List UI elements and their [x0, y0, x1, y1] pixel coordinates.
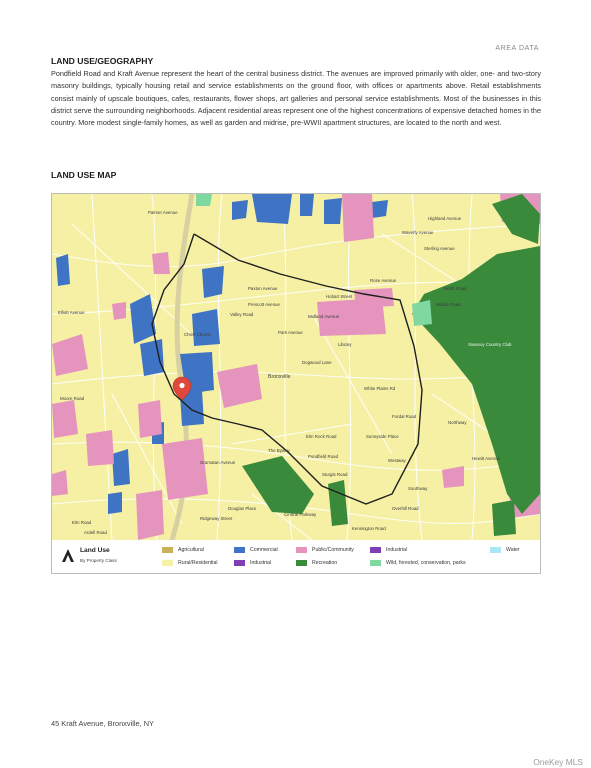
land-use-map-frame — [51, 193, 541, 574]
map-label-sterling-avenue: Sterling Avenue — [424, 246, 455, 251]
map-label-christ-church: Christ Church — [184, 332, 211, 337]
map-legend — [52, 540, 540, 573]
map-label-sunnyside-place: Sunnyside Place — [366, 434, 399, 439]
map-label-ardell-road: Ardell Road — [84, 530, 107, 535]
map-label-middle-road: Middle Road — [436, 302, 461, 307]
map-label-highland-avenue: Highland Avenue — [428, 216, 462, 221]
map-label-northway: Northway — [448, 420, 467, 425]
land-use-map-title: LAND USE MAP — [51, 170, 117, 180]
legend-subtitle: By Property Class — [80, 558, 117, 563]
map-label-gramatan-avenue: Gramatan Avenue — [200, 460, 236, 465]
legend-item-wild-forested: Wild, forested, conservation, parks — [370, 559, 466, 567]
legend-item-industrial-1: Industrial — [370, 546, 407, 554]
map-label-hewitt-avenue: Hewitt Avenue — [472, 456, 500, 461]
map-label-rose-avenue: Rose Avenue — [370, 278, 397, 283]
map-label-elm-road: Elm Road — [72, 520, 92, 525]
land-use-geography-title: LAND USE/GEOGRAPHY — [51, 56, 154, 66]
map-label-overhill-road: Overhill Road — [392, 506, 419, 511]
watermark: OneKey MLS — [533, 757, 583, 767]
legend-item-rural-residential: Rural/Residential — [162, 559, 218, 567]
legend-item-agricultural: Agricultural — [162, 546, 204, 554]
map-label-elliott-avenue: Elliott Avenue — [58, 310, 85, 315]
map-label-elm-rock-road: Elm Rock Road — [306, 434, 337, 439]
legend-item-industrial-2: Industrial — [234, 559, 271, 567]
map-label-paxton-avenue: Paxton Avenue — [248, 286, 278, 291]
footer-address: 45 Kraft Avenue, Bronxville, NY — [51, 719, 154, 728]
legend-swatch — [162, 560, 173, 566]
section-label: AREA DATA — [495, 45, 539, 52]
map-label-north-road: North Road — [444, 286, 467, 291]
map-label-southway: Southway — [408, 486, 428, 491]
legend-swatch — [234, 560, 245, 566]
map-label-park-avenue: Park Avenue — [278, 330, 303, 335]
map-label-siwanoy-country-club: Siwanoy Country Club — [468, 342, 512, 347]
legend-swatch — [296, 560, 307, 566]
legend-swatch — [370, 560, 381, 566]
map-label-ridgeway-street: Ridgeway Street — [200, 516, 233, 521]
map-label-white-plains-rd: White Plains Rd — [364, 386, 396, 391]
legend-swatch — [370, 547, 381, 553]
map-label-prescott-avenue: Prescott Avenue — [248, 302, 280, 307]
map-label-bronxville: Bronxville — [268, 374, 291, 380]
map-label-douglas-place: Douglas Place — [228, 506, 257, 511]
land-use-description: Pondfield Road and Kraft Avenue represent the heart of the central business district. The avenues are improved primarily with older, one- and two-story masonry buildings, typically housing retail and service establishments on the ground floor, with offices or apartments above. Retail establishments consist mainly of upscale boutiques, cafes, restaurants, flower shops, art galleries and personal service establishments. Most of the businesses in this district serve the surrounding neighborhoods. Adjacent residential areas represent one of the highest concentrations of expensive detached homes in the country. More modest single-family homes, as well as garden and midrise, pre-WWII apartment structures, are located to the north and west. — [51, 69, 541, 128]
map-label-dogwood-lane: Dogwood Lane — [302, 360, 332, 365]
map-label-central-parkway: Central Parkway — [284, 512, 317, 517]
legend-swatch — [234, 547, 245, 553]
map-label-kensington-road: Kensington Road — [352, 526, 386, 531]
land-use-map — [52, 194, 540, 540]
map-label-palmer-avenue: Palmer Avenue — [148, 210, 178, 215]
land-use-logo-icon — [61, 548, 75, 563]
map-label-fordal-road: Fordal Road — [392, 414, 417, 419]
legend-item-water: Water — [490, 546, 520, 554]
map-label-moore-road: Moore Road — [60, 396, 85, 401]
map-label-valley-road: Valley Road — [230, 312, 254, 317]
legend-item-commercial: Commercial — [234, 546, 278, 554]
legend-item-recreation: Recreation — [296, 559, 337, 567]
legend-item-public-community: Public/Community — [296, 546, 354, 554]
legend-swatch — [296, 547, 307, 553]
map-label-pondfield-road: Pondfield Road — [308, 454, 339, 459]
map-label-library: Library — [338, 342, 352, 347]
legend-swatch — [162, 547, 173, 553]
map-label-midland-avenue: Midland Avenue — [308, 314, 340, 319]
legend-title: Land Use — [80, 547, 110, 554]
map-graphic — [52, 194, 540, 540]
map-label-hobart-street: Hobart Street — [326, 294, 353, 299]
legend-swatch — [490, 547, 501, 553]
map-label-the-byway: The Byway — [268, 448, 290, 453]
map-label-sturgis-road: Sturgis Road — [322, 472, 348, 477]
map-label-waverly-avenue: Waverly Avenue — [402, 230, 434, 235]
map-label-westway: Westway — [388, 458, 406, 463]
